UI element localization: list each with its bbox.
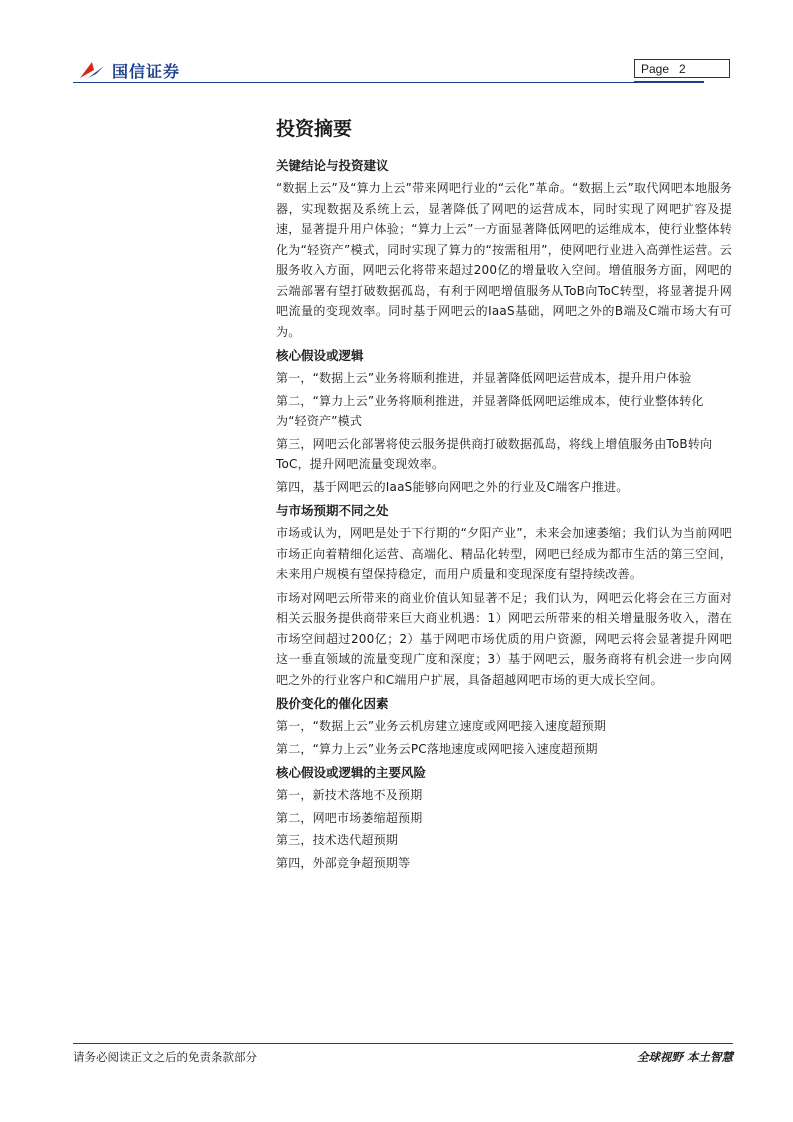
footer-divider [73, 1043, 733, 1044]
section-title: 核心假设或逻辑的主要风险 [276, 765, 427, 780]
paragraph: “数据上云”及“算力上云”带来网吧行业的“云化”革命。“数据上云”取代网吧本地服务器，实现数据及系统上云，显著降低了网吧的运营成本，同时实现了网吧扩容及提速，显著提升用户体验；“算力上云”一方面显著降低网吧的运维成本，使行业整体转化为“轻资产”模式，同时实现了算力的“按需租用”，使网吧行业进入高弹性运营。云服务收入方面，网吧云化将带来超过200亿的增量收入空间。增值服务方面，网吧的云端部署有望打破数据孤岛，有利于网吧增值服务从ToB向ToC转型，将显著提升网吧流量的变现效率。同时基于网吧云的IaaS基础，网吧之外的B端及C端市场大有可为。 [276, 181, 732, 339]
main-content [276, 116, 732, 875]
page-underline [634, 81, 704, 83]
list-item: 第三，技术迭代超预期 [276, 833, 399, 847]
section-title: 与市场预期不同之处 [276, 503, 389, 518]
section-risks [276, 763, 732, 873]
header-divider [73, 82, 635, 83]
footer-disclaimer: 请务必阅读正文之后的免责条款部分 [73, 1050, 257, 1064]
section-market-difference [276, 501, 732, 690]
section-title: 股价变化的催化因素 [276, 696, 389, 711]
page-header [0, 0, 793, 100]
list-item: 第二，“算力上云”业务将顺利推进，并显著降低网吧运维成本，使行业整体转化为“轻资产”模式 [276, 393, 704, 428]
list-item: 第一，“数据上云”业务云机房建立速度或网吧接入速度超预期 [276, 719, 607, 733]
section-key-conclusions [276, 156, 732, 342]
section-core-assumptions [276, 346, 732, 497]
section-title: 核心假设或逻辑 [276, 348, 364, 363]
page-title: 投资摘要 [276, 118, 353, 140]
company-logo [80, 58, 180, 82]
list-item: 第一，“数据上云”业务将顺利推进，并显著降低网吧运营成本，提升用户体验 [276, 371, 692, 385]
list-item: 第四，外部竞争超预期等 [276, 855, 411, 870]
list-item: 第二，“算力上云”业务云PC落地速度或网吧接入速度超预期 [276, 741, 598, 756]
list-item: 第三，网吧云化部署将使云服务提供商打破数据孤岛，将线上增值服务由ToB转向ToC，提升网吧流量变现效率。 [276, 436, 713, 471]
section-title: 关键结论与投资建议 [276, 158, 389, 173]
company-name: 国信证券 [112, 61, 181, 81]
list-item: 第一，新技术落地不及预期 [276, 788, 423, 802]
page-indicator [634, 59, 730, 78]
page-number: 2 [679, 61, 686, 76]
list-item: 第二，网吧市场萎缩超预期 [276, 810, 423, 825]
paragraph: 市场对网吧云所带来的商业价值认知显著不足；我们认为，网吧云化将会在三方面对相关云服务提供商带来巨大商业机遇：1）网吧云所带来的相关增量服务收入，潜在市场空间超过200亿；2）基于网吧市场优质的用户资源，网吧云将会显著提升网吧这一垂直领域的流量变现广度和深度；3）基于网吧云，服务商将有机会进一步向网吧之外的行业客户和C端用户扩展，具备超越网吧市场的更大成长空间。 [276, 590, 732, 687]
page-label: Page [641, 61, 670, 76]
section-catalysts [276, 694, 732, 759]
footer-slogan: 全球视野 本土智慧 [636, 1050, 733, 1064]
logo-mark-icon [80, 60, 106, 80]
paragraph: 市场或认为，网吧是处于下行期的“夕阳产业”，未来会加速萎缩；我们认为当前网吧市场正向着精细化运营、高端化、精品化转型，网吧已经成为都市生活的第三空间，未来用户规模有望保持稳定，而用户质量和变现深度有望持续改善。 [276, 526, 732, 581]
list-item: 第四，基于网吧云的IaaS能够向网吧之外的行业及C端客户推进。 [276, 479, 629, 494]
